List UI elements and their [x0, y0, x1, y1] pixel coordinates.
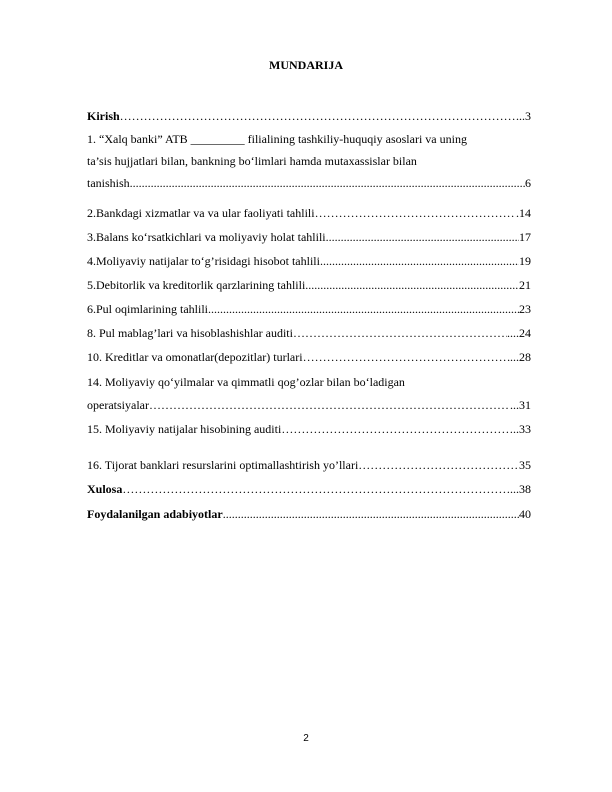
toc-leader-dots [320, 253, 519, 269]
toc-page-number: 40 [519, 507, 531, 521]
toc-entry-8[interactable] [87, 325, 531, 341]
toc-leader-dots [120, 108, 516, 124]
toc-page-number: .14 [516, 206, 531, 220]
toc-page-number: 17 [519, 230, 531, 244]
toc-entry-title-line: tanishish [87, 176, 130, 190]
page-number: 2 [303, 733, 309, 744]
toc-leader-dots [305, 277, 519, 293]
toc-entry-title: 15. Moliyaviy natijalar hisobining auditi [87, 422, 282, 436]
toc-page-number: 19 [519, 254, 531, 268]
toc-page-number: ...28 [510, 350, 531, 364]
toc-entry-title-line: ta’sis hujjatlari bilan, bankning bo‘limlari hamda mutaxassislar bilan [87, 154, 417, 168]
toc-entry-title: 2.Bankdagi xizmatlar va va ular faoliyati tahlili [87, 206, 315, 220]
toc-page-number: ...38 [510, 482, 531, 496]
toc-leader-dots [122, 481, 510, 497]
toc-page-number: 35 [519, 458, 531, 472]
toc-page-number: ...3 [516, 109, 531, 123]
toc-leader-dots [149, 397, 510, 413]
page-title: MUNDARIJA [269, 58, 343, 72]
toc-entry-5[interactable] [87, 277, 531, 293]
toc-leader-dots [326, 229, 519, 245]
toc-entry-1[interactable] [87, 131, 531, 191]
toc-leader-dots [130, 175, 525, 191]
toc-leader-dots [303, 349, 510, 365]
toc-entry-title: 10. Kreditlar va omonatlar(depozitlar) turlari [87, 350, 303, 364]
toc-entry-10[interactable] [87, 349, 531, 365]
toc-entry-6[interactable] [87, 301, 531, 317]
toc-entry-title-line: 14. Moliyaviy qo‘yilmalar va qimmatli qog’ozlar bilan bo‘ladigan [87, 375, 405, 389]
toc-entry-xulosa[interactable] [87, 481, 531, 497]
toc-entry-title-line: 1. “Xalq banki” ATB _________ filialining tashkiliy-huquqiy asoslari va uning [87, 132, 467, 146]
toc-page-number: ....24 [507, 326, 531, 340]
toc-entry-4[interactable] [87, 253, 531, 269]
toc-page-number: 6 [525, 176, 531, 190]
toc-leader-dots [281, 421, 513, 437]
toc-entry-2[interactable] [87, 205, 531, 221]
toc-entry-3[interactable] [87, 229, 531, 245]
toc-entry-kirish[interactable] [87, 108, 531, 124]
toc-entry-title: 8. Pul mablag’lari va hisoblashishlar auditi [87, 326, 293, 340]
toc-entry-title: Kirish [87, 109, 120, 123]
toc-entry-title: 6.Pul oqimlarining tahlili [87, 302, 208, 316]
toc-entry-title: 4.Moliyaviy natijalar to‘g’risidagi hisobot tahlili [87, 254, 320, 268]
toc-page-number: 23 [519, 302, 531, 316]
toc-page-number: 21 [519, 278, 531, 292]
toc-entry-title-line: operatsiyalar [87, 398, 149, 412]
toc-leader-dots [223, 506, 519, 522]
toc-leader-dots [358, 457, 519, 473]
toc-entry-title: 5.Debitorlik va kreditorlik qarzlarining tahlili [87, 278, 306, 292]
toc-entry-15[interactable] [87, 421, 531, 437]
toc-entry-title: Xulosa [87, 482, 123, 496]
toc-entry-title: 3.Balans ko‘rsatkichlari va moliyaviy holat tahlili [87, 230, 326, 244]
toc-leader-dots [293, 325, 507, 341]
toc-entry-adabiyotlar[interactable] [87, 506, 531, 522]
toc-entry-16[interactable] [87, 457, 531, 473]
toc-entry-14[interactable] [87, 374, 531, 413]
toc-page-number: ...31 [510, 398, 531, 412]
toc-entry-title: 16. Tijorat banklari resurslarini optimallashtirish yo’llari [87, 458, 359, 472]
toc-page-number: ..33 [513, 422, 531, 436]
toc-leader-dots [315, 205, 516, 221]
toc-leader-dots [208, 301, 519, 317]
toc-entry-title: Foydalanilgan adabiyotlar [87, 507, 223, 521]
